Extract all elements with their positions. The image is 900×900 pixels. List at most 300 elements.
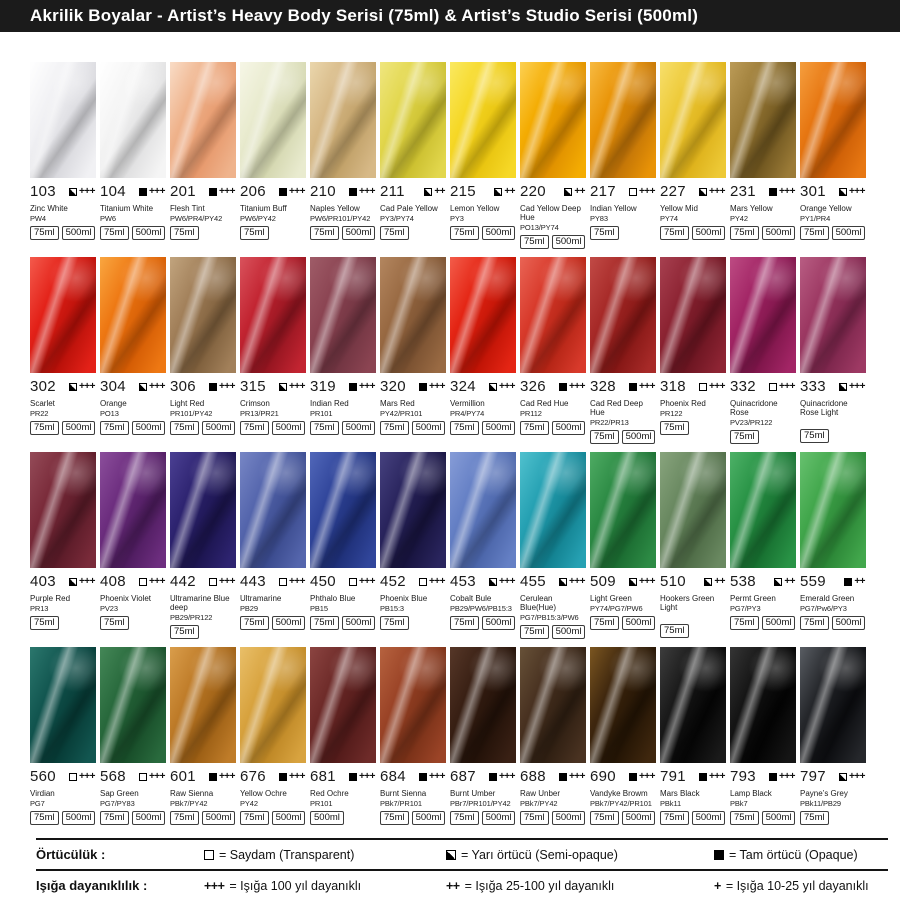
paint-name: Cad Red Hue [520,399,569,408]
lightfastness-rating: +++ [848,771,865,782]
paint-header [730,183,796,200]
paint-header [310,183,376,200]
opacity-icon [559,773,567,781]
paint-header [30,573,96,590]
legend-lightfastness-item [446,879,714,893]
paint-number: 560 [30,768,56,785]
pigment-code: PR101/PY42 [170,409,213,419]
paint-header [800,183,866,200]
paint-swatch-cell [520,452,586,647]
paint-swatch-cell [30,62,96,257]
paint-name: Phthalo Blue [310,594,356,603]
paint-number: 510 [660,573,686,590]
lightfastness-rating: +++ [358,381,375,392]
lightfastness-rating: +++ [218,186,235,197]
paint-marks [419,381,445,392]
size-badge: 500ml [482,616,516,630]
size-badge: 75ml [590,430,619,444]
size-badge: 500ml [62,811,96,825]
paint-swatch-cell [30,452,96,647]
paint-marks [629,771,655,782]
paint-sample-image [310,62,376,178]
pigment-code: PG7/Pw6/PY3 [800,604,847,614]
paint-sample-image [380,647,446,763]
paint-name: Sap Green [100,789,139,798]
pigment-code [660,613,726,621]
legend-opacity-text: = Saydam (Transparent) [219,847,355,862]
size-badge: 75ml [30,811,59,825]
pigment-code: PBk11 [660,799,682,809]
paint-number: 206 [240,183,266,200]
pigment-code: PR101 [310,799,333,809]
paint-sample-image [800,647,866,763]
paint-number: 403 [30,573,56,590]
paint-name: Flesh Tint [170,204,205,213]
size-options [170,625,236,639]
paint-name: Light Green [590,594,632,603]
paint-sample-image [730,452,796,568]
paint-number: 215 [450,183,476,200]
size-badge: 500ml [552,625,586,639]
opacity-icon [419,383,427,391]
paint-name: Cad Pale Yellow [380,204,438,213]
lightfastness-rating: ++ [784,576,795,587]
lightfastness-marks: +++ [204,878,225,893]
opacity-icon [349,578,357,586]
paint-sample-image [170,257,236,373]
paint-sample-image [170,62,236,178]
paint-header [450,768,516,785]
transparent-symbol-icon [204,850,214,860]
opacity-icon [139,578,147,586]
paint-name: Orange [100,399,127,408]
opacity-icon [629,773,637,781]
size-badge: 75ml [380,616,409,630]
paint-swatch-cell [800,62,866,257]
size-options [520,421,586,435]
paint-number: 324 [450,378,476,395]
size-badge: 75ml [520,811,549,825]
opacity-icon [559,383,567,391]
paint-marks [699,771,725,782]
size-badge: 500ml [62,226,96,240]
size-badge: 75ml [100,811,129,825]
paint-sample-image [450,452,516,568]
size-options [800,811,866,825]
paint-swatch-cell [380,647,446,842]
paint-name: Raw Sienna [170,789,214,798]
paint-swatch-cell [730,452,796,647]
paint-marks [629,186,655,197]
size-badge: 75ml [170,226,199,240]
pigment-code: PR22 [30,409,49,419]
opacity-icon [629,383,637,391]
paint-swatch-cell [590,647,656,842]
size-badge: 75ml [240,616,269,630]
paint-name: Mars Yellow [730,204,773,213]
paint-name: Vandyke Browm [590,789,648,798]
size-badge: 75ml [450,616,479,630]
lightfastness-rating: +++ [568,771,585,782]
paint-header [800,573,866,590]
paint-name: Crimson [240,399,270,408]
pigment-code: PBk7/PR101 [380,799,422,809]
size-options [590,616,656,630]
size-badge: 75ml [590,811,619,825]
opacity-icon [69,578,77,586]
paint-header [730,768,796,785]
size-badge: 75ml [800,811,829,825]
paint-name: Ultramarine [240,594,282,603]
paint-name: Phoenix Blue [380,594,428,603]
paint-marks [349,381,375,392]
paint-name: Vermillion [450,399,485,408]
paint-swatch-cell [310,647,376,842]
paint-row [30,62,866,257]
paint-swatch-cell [590,257,656,452]
paint-header [170,183,236,200]
paint-name: Ultramarine Blue deep [170,594,230,613]
paint-marks [349,771,375,782]
pigment-code: PBk11/PB29 [800,799,841,809]
paint-number: 455 [520,573,546,590]
paint-swatch-cell [660,62,726,257]
paint-swatch-cell [310,452,376,647]
paint-header [450,378,516,395]
paint-sample-image [520,62,586,178]
paint-name: Yellow Mid [660,204,698,213]
paint-marks [209,186,235,197]
paint-name: Orange Yellow [800,204,852,213]
paint-sample-image [590,452,656,568]
paint-header [450,183,516,200]
paint-marks [559,576,585,587]
size-badge: 75ml [800,226,829,240]
lightfastness-rating: +++ [148,576,165,587]
size-options [730,811,796,825]
paint-swatch-cell [30,647,96,842]
lightfastness-rating: +++ [218,771,235,782]
legend-lightfastness-text: = Işığa 100 yıl dayanıklı [229,878,362,893]
paint-marks [699,381,725,392]
paint-marks [209,576,235,587]
opacity-icon [349,383,357,391]
paint-swatch-cell [380,257,446,452]
size-badge: 500ml [310,811,344,825]
paint-header [520,573,586,590]
paint-swatch-cell [730,62,796,257]
lightfastness-rating: +++ [638,771,655,782]
size-options [590,430,656,444]
paint-sample-image [30,647,96,763]
paint-number: 509 [590,573,616,590]
paint-number: 201 [170,183,196,200]
paint-name: Cerulean Blue(Hue) [520,594,557,613]
paint-grid [30,62,866,842]
paint-number: 231 [730,183,756,200]
size-options [660,811,726,825]
opacity-icon [489,383,497,391]
lightfastness-rating: +++ [148,186,165,197]
paint-number: 211 [380,183,405,200]
paint-marks [419,576,445,587]
lightfastness-rating: +++ [288,771,305,782]
size-badge: 500ml [202,811,236,825]
lightfastness-rating: +++ [358,771,375,782]
paint-name: Cad Yellow Deep Hue [520,204,581,223]
paint-name: Yellow Ochre [240,789,287,798]
size-badge: 500ml [762,811,796,825]
paint-marks [839,771,865,782]
paint-name: Quinacridone Rose Light [800,399,848,418]
paint-name: Mars Red [380,399,415,408]
pigment-code: PBk7/PY42/PR101 [590,799,652,809]
size-options [310,226,376,240]
pigment-code: PR4/PY74 [450,409,485,419]
paint-sample-image [100,62,166,178]
paint-sample-image [520,452,586,568]
paint-number: 450 [310,573,336,590]
opacity-icon [349,773,357,781]
paint-swatch-cell [520,62,586,257]
size-badge: 500ml [552,421,586,435]
pigment-code: PW6/PR101/PY42 [310,214,371,224]
paint-number: 304 [100,378,126,395]
paint-sample-image [730,647,796,763]
size-badge: 75ml [380,811,409,825]
lightfastness-rating: +++ [778,186,795,197]
lightfastness-rating: +++ [848,186,865,197]
opacity-icon [424,188,432,196]
paint-row [30,257,866,452]
paint-header [100,573,166,590]
paint-marks [559,771,585,782]
paint-sample-image [660,257,726,373]
opacity-icon [69,383,77,391]
pigment-code: PG7/PY3 [730,604,761,614]
pigment-code: PY1/PR4 [800,214,831,224]
paint-header [100,768,166,785]
paint-name: Zinc White [30,204,68,213]
paint-header [660,768,726,785]
size-badge: 500ml [342,616,376,630]
paint-swatch-cell [800,257,866,452]
paint-sample-image [590,62,656,178]
size-badge: 75ml [450,811,479,825]
size-badge: 75ml [30,421,59,435]
size-options [170,226,236,240]
paint-sample-image [30,62,96,178]
size-badge: 75ml [170,811,199,825]
paint-name: Naples Yellow [310,204,360,213]
paint-marks [139,771,165,782]
pigment-code: PV23/PR122 [730,418,773,428]
size-badge: 75ml [730,616,759,630]
lightfastness-rating: +++ [708,186,725,197]
size-options [310,811,376,825]
pigment-code: PY83 [590,214,608,224]
paint-swatch-cell [380,452,446,647]
lightfastness-rating: ++ [574,186,585,197]
size-badge: 75ml [100,421,129,435]
opaque-symbol-icon [714,850,724,860]
paint-sample-image [730,257,796,373]
size-badge: 75ml [240,226,269,240]
paint-name: Lemon Yellow [450,204,500,213]
size-options [450,421,516,435]
opacity-icon [139,383,147,391]
paint-header [100,378,166,395]
opacity-icon [209,578,217,586]
paint-swatch-cell [240,452,306,647]
opacity-icon [494,188,502,196]
size-options [450,226,516,240]
pigment-code: PB15 [310,604,328,614]
size-badge: 75ml [660,811,689,825]
size-badge: 500ml [482,811,516,825]
lightfastness-rating: +++ [708,771,725,782]
paint-swatch-cell [170,647,236,842]
paint-number: 326 [520,378,546,395]
size-badge: 75ml [520,421,549,435]
paint-name: Mars Black [660,789,700,798]
paint-number: 684 [380,768,406,785]
size-badge: 500ml [622,811,656,825]
paint-name: Lamp Black [730,789,772,798]
paint-name: Virdian [30,789,55,798]
size-options [310,421,376,435]
paint-sample-image [380,62,446,178]
size-options [730,430,796,444]
paint-number: 538 [730,573,756,590]
paint-sample-image [380,452,446,568]
paint-sample-image [240,257,306,373]
legend-opacity-text: = Yarı örtücü (Semi-opaque) [461,847,618,862]
pigment-code [800,418,866,426]
pigment-code: PY74 [660,214,678,224]
lightfastness-rating: +++ [638,576,655,587]
size-badge: 500ml [622,430,656,444]
lightfastness-rating: +++ [568,576,585,587]
opacity-icon [209,188,217,196]
paint-sample-image [450,257,516,373]
paint-number: 681 [310,768,336,785]
paint-swatch-cell [240,62,306,257]
size-badge: 500ml [482,226,516,240]
paint-sample-image [800,257,866,373]
size-badge: 500ml [132,226,166,240]
size-badge: 500ml [832,226,866,240]
paint-header [520,378,586,395]
opacity-icon [279,773,287,781]
lightfastness-rating: +++ [78,186,95,197]
paint-name: Titanium Buff [240,204,287,213]
paint-marks [349,576,375,587]
lightfastness-rating: ++ [434,186,445,197]
size-badge: 75ml [660,226,689,240]
paint-name: Burnt Umber [450,789,496,798]
paint-swatch-cell [310,62,376,257]
size-badge: 75ml [380,421,409,435]
paint-header [30,768,96,785]
paint-marks [209,771,235,782]
paint-marks [209,381,235,392]
pigment-code: PY74/PG7/PW6 [590,604,643,614]
paint-header [590,768,656,785]
paint-marks [424,186,445,197]
paint-swatch-cell [660,257,726,452]
size-badge: 75ml [450,226,479,240]
size-options [450,616,516,630]
paint-number: 452 [380,573,406,590]
lightfastness-rating: +++ [638,381,655,392]
lightfastness-rating: +++ [148,771,165,782]
paint-number: 103 [30,183,56,200]
pigment-code: PBk7 [730,799,748,809]
paint-sample-image [310,452,376,568]
paint-number: 601 [170,768,196,785]
opacity-icon [209,383,217,391]
paint-name: Raw Unber [520,789,561,798]
size-options [30,421,96,435]
size-options [30,226,96,240]
paint-swatch-cell [100,647,166,842]
paint-name: Emerald Green [800,594,855,603]
size-options [520,625,586,639]
lightfastness-rating: +++ [848,381,865,392]
opacity-icon [419,578,427,586]
paint-sample-image [240,647,306,763]
paint-header [660,183,726,200]
paint-name: Cad Red Deep Hue [590,399,643,418]
pigment-code: PR13/PR21 [240,409,279,419]
size-badge: 500ml [272,811,306,825]
paint-swatch-cell [520,647,586,842]
size-badge: 75ml [730,226,759,240]
size-options [520,235,586,249]
legend-opacity-row [0,840,900,869]
paint-marks [69,381,95,392]
semi-opaque-symbol-icon [446,850,456,860]
paint-number: 690 [590,768,616,785]
opacity-icon [139,773,147,781]
opacity-icon [489,578,497,586]
size-options [100,226,166,240]
paint-number: 797 [800,768,826,785]
pigment-code: PW6 [100,214,116,224]
size-options [240,226,306,240]
lightfastness-rating: +++ [78,771,95,782]
paint-swatch-cell [800,452,866,647]
size-options [800,429,866,443]
paint-number: 687 [450,768,476,785]
paint-name: Indian Yellow [590,204,637,213]
paint-number: 791 [660,768,686,785]
paint-marks [769,186,795,197]
paint-header [590,573,656,590]
size-badge: 75ml [660,421,689,435]
paint-swatch-cell [450,257,516,452]
paint-header [380,573,446,590]
size-badge: 75ml [800,429,829,443]
paint-swatch-cell [520,257,586,452]
size-options [730,226,796,240]
lightfastness-rating: +++ [428,771,445,782]
size-badge: 500ml [272,616,306,630]
size-badge: 500ml [202,421,236,435]
paint-sample-image [170,452,236,568]
paint-sample-image [30,257,96,373]
